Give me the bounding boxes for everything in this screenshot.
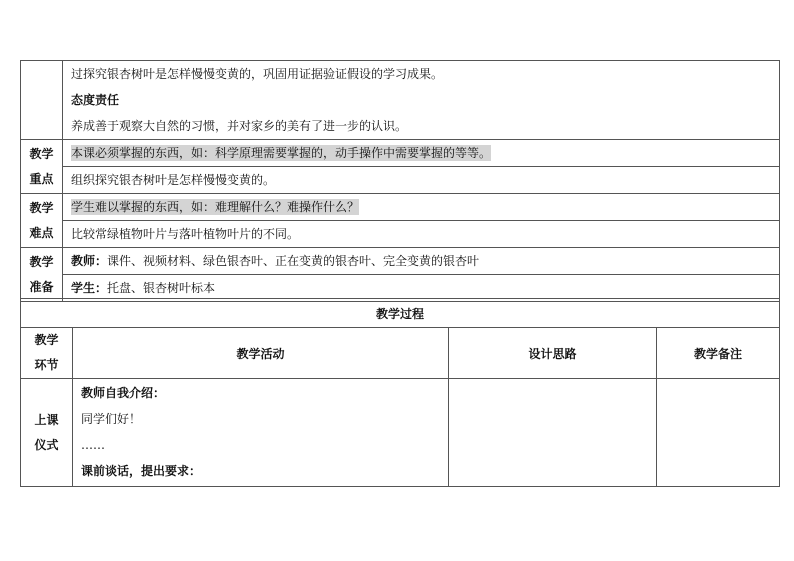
activity-line-3: …… bbox=[81, 438, 105, 452]
difficulties-label: 教学 难点 bbox=[21, 194, 63, 248]
ceremony-design-cell bbox=[449, 379, 657, 487]
key-points-cell-2: 组织探究银杏树叶是怎样慢慢变黄的。 bbox=[63, 167, 780, 194]
difficulties-cell-1 bbox=[63, 194, 780, 221]
difficulties-row-2 bbox=[21, 221, 780, 248]
col-stage-header: 教学 环节 bbox=[21, 328, 73, 379]
intro-row bbox=[21, 61, 780, 140]
process-title-row bbox=[21, 299, 780, 328]
key-points-row-1 bbox=[21, 140, 780, 167]
process-header-row bbox=[21, 328, 780, 379]
preparation-teacher-cell bbox=[63, 248, 780, 275]
key-points-label: 教学 重点 bbox=[21, 140, 63, 194]
intro-label-cell bbox=[21, 61, 63, 140]
activity-line-1: 教师自我介绍： bbox=[81, 386, 166, 400]
difficulties-row-1 bbox=[21, 194, 780, 221]
activity-line-2: 同学们好！ bbox=[81, 412, 142, 426]
key-points-placeholder: 本课必须掌握的东西，如：科学原理需要掌握的，动手操作中需要掌握的等等。 bbox=[71, 146, 492, 160]
col-notes-header: 教学备注 bbox=[657, 328, 780, 379]
process-title: 教学过程 bbox=[21, 299, 780, 328]
intro-line-1: 过探究银杏树叶是怎样慢慢变黄的，巩固用证据验证假设的学习成果。 bbox=[71, 67, 444, 81]
preparation-row-1 bbox=[21, 248, 780, 275]
teacher-label: 教师： bbox=[71, 254, 108, 268]
attitude-heading: 态度责任 bbox=[71, 93, 120, 107]
ceremony-stage-cell: 上课 仪式 bbox=[21, 379, 73, 487]
key-points-cell-1 bbox=[63, 140, 780, 167]
teacher-materials: 课件、视频材料、绿色银杏叶、正在变黄的银杏叶、完全变黄的银杏叶 bbox=[107, 254, 480, 268]
preparation-label: 教学 准备 bbox=[21, 248, 63, 302]
difficulties-placeholder: 学生难以掌握的东西，如：难理解什么？难操作什么？ bbox=[71, 200, 360, 214]
ceremony-row bbox=[21, 379, 780, 487]
col-activity-header: 教学活动 bbox=[73, 328, 449, 379]
objectives-table bbox=[20, 60, 780, 302]
student-materials: 托盘、银杏树叶标本 bbox=[107, 281, 216, 295]
difficulties-cell-2: 比较常绿植物叶片与落叶植物叶片的不同。 bbox=[63, 221, 780, 248]
ceremony-notes-cell bbox=[657, 379, 780, 487]
student-label: 学生： bbox=[71, 281, 108, 295]
intro-line-2: 养成善于观察大自然的习惯，并对家乡的美有了进一步的认识。 bbox=[71, 119, 408, 133]
ceremony-activity-cell bbox=[73, 379, 449, 487]
intro-cell bbox=[63, 61, 780, 140]
key-points-row-2 bbox=[21, 167, 780, 194]
activity-line-4: 课前谈话，提出要求： bbox=[81, 464, 202, 478]
process-table bbox=[20, 298, 780, 487]
col-design-header: 设计思路 bbox=[449, 328, 657, 379]
